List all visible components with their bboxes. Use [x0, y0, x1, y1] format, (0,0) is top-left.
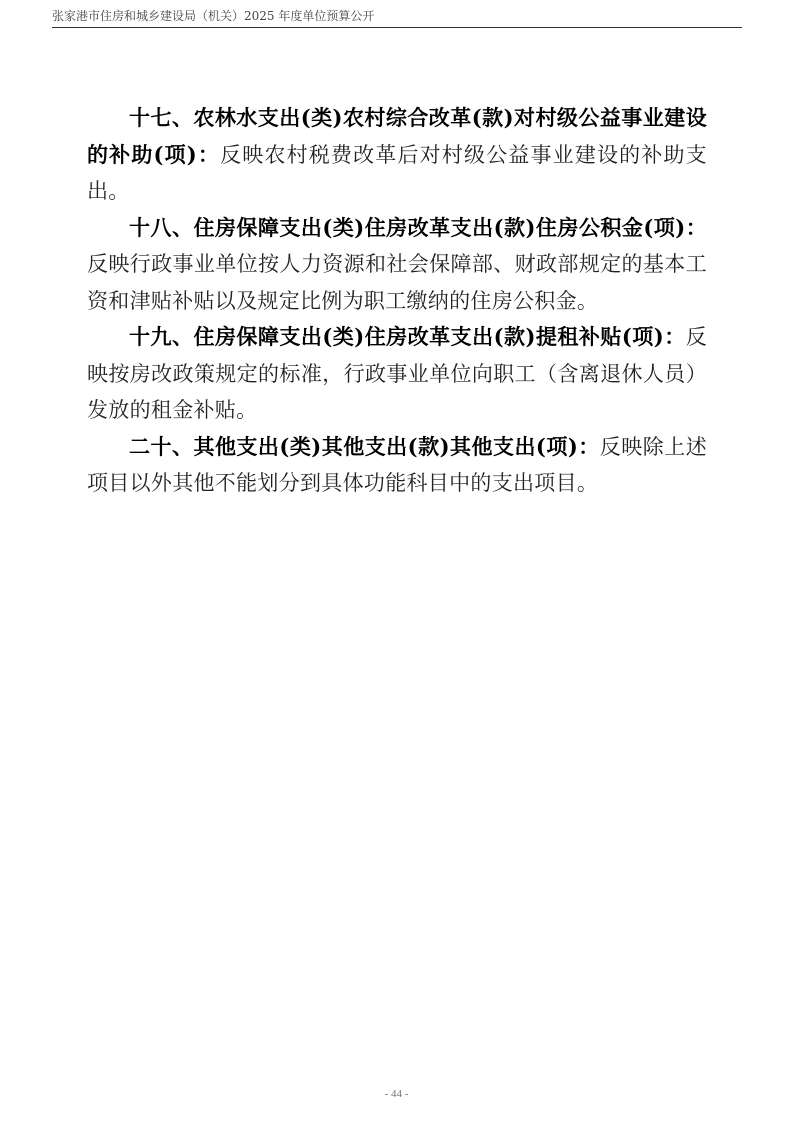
item-18-heading: 十八、住房保障支出(类)住房改革支出(款)住房公积金(项)：: [129, 214, 707, 240]
item-18-paragraph: [87, 210, 707, 320]
item-20-paragraph: [87, 429, 707, 502]
item-17-paragraph: [87, 100, 707, 210]
item-19-paragraph: [87, 319, 707, 429]
header-rule: [52, 27, 742, 28]
item-19-description: 反映按房改政策规定的标准，行政事业单位向职工（含离退休人员）发放的租金补贴。: [87, 325, 707, 422]
item-19-heading: 十九、住房保障支出(类)住房改革支出(款)提租补贴(项)：: [129, 324, 686, 349]
item-20-heading: 二十、其他支出(类)其他支出(款)其他支出(项)：: [129, 433, 600, 459]
running-header: 张家港市住房和城乡建设局（机关）2025 年度单位预算公开: [52, 9, 375, 23]
item-20-description: 反映除上述项目以外其他不能划分到具体功能科目中的支出项目。: [87, 434, 707, 495]
document-body: [87, 100, 707, 502]
item-17-description: 反映农村税费改革后对村级公益事业建设的补助支出。: [87, 142, 707, 203]
page-number: - 44 -: [384, 1088, 409, 1100]
item-17-heading: 十七、农林水支出(类)农村综合改革(款)对村级公益事业建设的补助(项)：: [87, 105, 707, 167]
item-18-description: 反映行政事业单位按人力资源和社会保障部、财政部规定的基本工资和津贴补贴以及规定比例为职工缴纳的住房公积金。: [87, 252, 707, 313]
